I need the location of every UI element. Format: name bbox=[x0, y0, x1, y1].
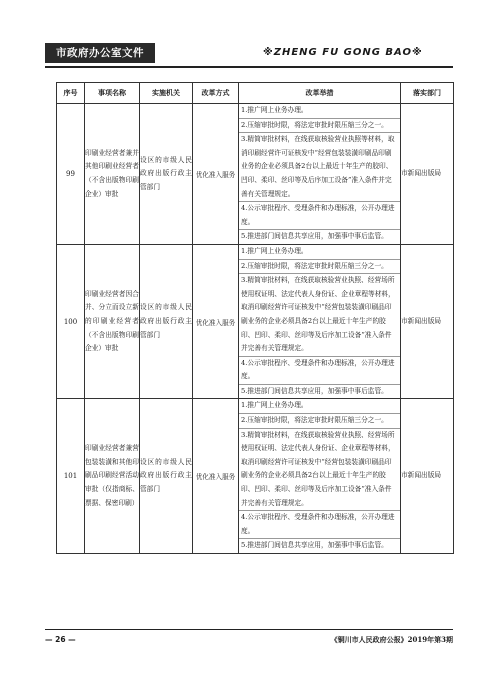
table-row bbox=[57, 244, 454, 399]
table-header-row bbox=[57, 83, 454, 104]
row-number: 99 bbox=[57, 104, 85, 245]
column-header-agency: 实施机关 bbox=[140, 83, 193, 104]
measure-item: 1.推广网上业务办理。 bbox=[239, 399, 400, 414]
row-number: 101 bbox=[57, 399, 85, 554]
measure-item: 5.推进部门间信息共享应用，加强事中事后监管。 bbox=[241, 541, 388, 550]
implementing-agency: 设区的市级人民政府出版行政主管部门 bbox=[140, 104, 193, 245]
responsible-department: 市新闻出版局 bbox=[401, 244, 454, 399]
item-name: 印刷业经营者兼并其他印刷业经营者（不含出版物印刷企业）审批 bbox=[85, 104, 140, 245]
implementing-agency: 设区的市级人民政府出版行政主管部门 bbox=[140, 244, 193, 399]
column-header-item-name: 事项名称 bbox=[85, 83, 140, 104]
measure-item: 2.压缩审批时限，将法定审批时限压缩三分之一。 bbox=[239, 260, 400, 275]
journal-issue: 《铜川市人民政府公报》2019年第3期 bbox=[330, 635, 453, 644]
reform-mode: 优化准入服务 bbox=[193, 244, 239, 399]
journal-title: ※ZHENG FU GONG BAO※ bbox=[263, 47, 423, 58]
column-header-department: 落实部门 bbox=[401, 83, 454, 104]
table-row bbox=[57, 399, 454, 554]
column-header-measures: 改革举措 bbox=[239, 83, 401, 104]
implementing-agency: 设区的市级人民政府出版行政主管部门 bbox=[140, 399, 193, 554]
column-header-reform-mode: 改革方式 bbox=[193, 83, 239, 104]
measure-item: 3.精简审批材料，在线获取核验营业执照、经营场所使用权证明、法定代表人身份证、企业章程等材料，取消印刷经营许可证核发中“经营包装装潢印刷品印刷业务的企业必须具备2台以上最近十年生产的胶印、凹印、柔印、丝印等及后序加工设备”准入条件并完善有关管理规定。 bbox=[239, 429, 400, 512]
page-footer bbox=[45, 629, 453, 649]
reform-table bbox=[56, 82, 454, 554]
reform-mode: 优化准入服务 bbox=[193, 399, 239, 554]
measure-item: 1.推广网上业务办理。 bbox=[239, 104, 400, 119]
measure-item: 3.精简审批材料，在线获取核验营业执照等材料，取消印刷经营许可证核发中“经营包装装潢印刷品印刷业务的企业必须具备2台以上最近十年生产的胶印、凹印、柔印、丝印等及后序加工设备”准入条件并完善有关管理规定。 bbox=[239, 133, 400, 202]
reform-measures bbox=[239, 399, 401, 554]
reform-measures bbox=[239, 104, 401, 245]
item-name: 印刷业经营者兼营包装装潢和其他印刷品印刷经营活动审批（仅指商标、票据、保密印刷） bbox=[85, 399, 140, 554]
measure-item: 4.公示审批程序、受理条件和办理标准，公开办理进度。 bbox=[239, 511, 400, 539]
table-row bbox=[57, 104, 454, 245]
row-number: 100 bbox=[57, 244, 85, 399]
responsible-department: 市新闻出版局 bbox=[401, 399, 454, 554]
measure-item: 2.压缩审批时限，将法定审批时限压缩三分之一。 bbox=[239, 414, 400, 429]
measure-item: 5.推进部门间信息共享应用，加强事中事后监管。 bbox=[241, 386, 388, 395]
footer-divider bbox=[45, 629, 453, 630]
page-number: — 26 — bbox=[45, 635, 76, 644]
section-label: 市政府办公室文件 bbox=[45, 43, 155, 63]
reform-mode: 优化准入服务 bbox=[193, 104, 239, 245]
page-header bbox=[45, 40, 453, 66]
measure-item: 4.公示审批程序、受理条件和办理标准，公开办理进度。 bbox=[239, 357, 400, 385]
measure-item: 4.公示审批程序、受理条件和办理标准，公开办理进度。 bbox=[239, 202, 400, 230]
measure-item: 1.推广网上业务办理。 bbox=[239, 245, 400, 260]
measure-item: 5.推进部门间信息共享应用，加强事中事后监管。 bbox=[241, 232, 388, 241]
measure-item: 2.压缩审批时限，将法定审批时限压缩三分之一。 bbox=[239, 119, 400, 134]
column-header-number: 序号 bbox=[57, 83, 85, 104]
reform-measures bbox=[239, 244, 401, 399]
item-name: 印刷业经营者因合并、分立而设立新的印刷业经营者（不含出版物印刷企业）审批 bbox=[85, 244, 140, 399]
measure-item: 3.精简审批材料，在线获取核验营业执照、经营场所使用权证明、法定代表人身份证、企业章程等材料，取消印刷经营许可证核发中“经营包装装潢印刷品印刷业务的企业必须具备2台以上最近十年生产的胶印、凹印、柔印、丝印等及后序加工设备”准入条件并完善有关管理规定。 bbox=[239, 274, 400, 357]
header-divider bbox=[45, 66, 453, 68]
responsible-department: 市新闻出版局 bbox=[401, 104, 454, 245]
